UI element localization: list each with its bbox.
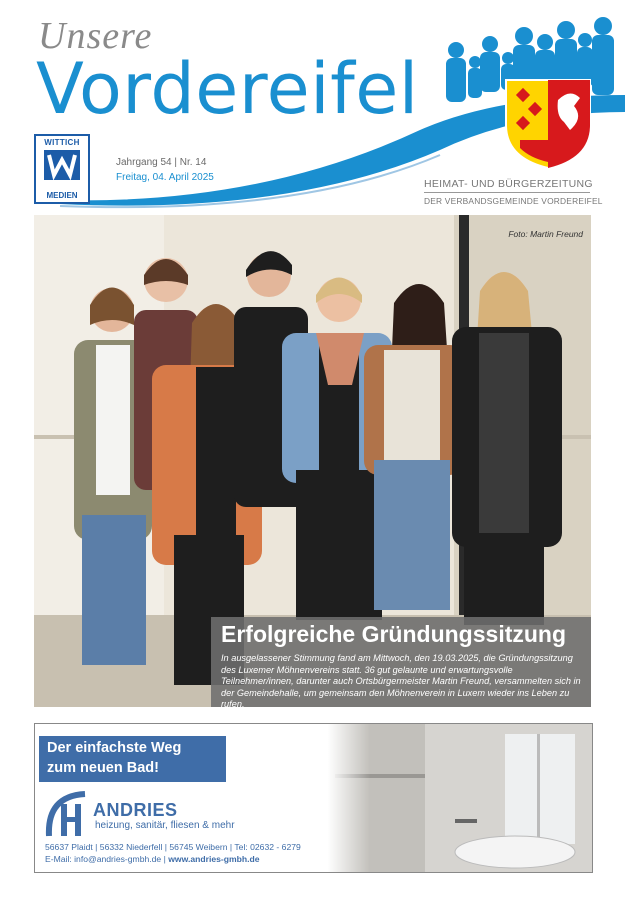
wittich-w-icon <box>44 150 80 180</box>
coat-of-arms-icon <box>506 80 590 168</box>
ad-slogan-box <box>39 736 226 782</box>
wittich-medien-logo <box>34 134 90 204</box>
photo-credit: Foto: Martin Freund <box>508 229 583 239</box>
ad-company-name: ANDRIES <box>93 800 178 820</box>
newspaper-subtitle-2: DER VERBANDSGEMEINDE VORDEREIFEL <box>424 196 603 206</box>
issue-date: Freitag, 04. April 2025 <box>116 172 214 183</box>
ad-address: 56637 Plaidt | 56332 Niederfell | 56745 Weibern | Tel: 02632 - 6279 <box>45 842 301 852</box>
subtitle-divider <box>424 192 590 193</box>
ad-contact <box>45 854 260 864</box>
ad-services: heizung, sanitär, fliesen & mehr <box>95 820 235 831</box>
andries-logo-icon <box>45 790 91 838</box>
andries-advertisement[interactable] <box>34 723 593 873</box>
ad-slogan <box>47 738 181 778</box>
ad-website-link[interactable]: www.andries-gmbh.de <box>168 854 260 864</box>
publisher-logo-top: WITTICH <box>44 138 80 147</box>
ad-slogan-line1: Der einfachste Weg <box>47 740 182 756</box>
publisher-logo-bottom: MEDIEN <box>46 191 78 200</box>
ad-email[interactable]: E-Mail: info@andries-gmbh.de | <box>45 854 169 864</box>
cover-headline: Erfolgreiche Gründungssitzung <box>221 621 567 647</box>
cover-caption-box <box>211 617 591 710</box>
masthead-title: Vordereifel <box>36 48 419 130</box>
cover-caption: In ausgelassener Stimmung fand am Mittwoch, den 19.03.2025, die Gründungssitzung des Luxemer Möhnenvereins statt. 36 gut gelaunte und erwartungsvolle Teilnehmer/innen, darunter auch Ortsbürgermeister Martin Freund, versammelten sich in der Gemeindehalle, um gemeinsam den Möhnenverein in Luxem wieder ins Leben zu rufen. <box>221 653 581 710</box>
ad-slogan-line2: zum neuen Bad! <box>47 760 159 776</box>
issue-info: Jahrgang 54 | Nr. 14 <box>116 157 207 168</box>
newspaper-subtitle: HEIMAT- UND BÜRGERZEITUNG <box>424 178 593 190</box>
masthead-pretitle: Unsere <box>38 15 153 57</box>
